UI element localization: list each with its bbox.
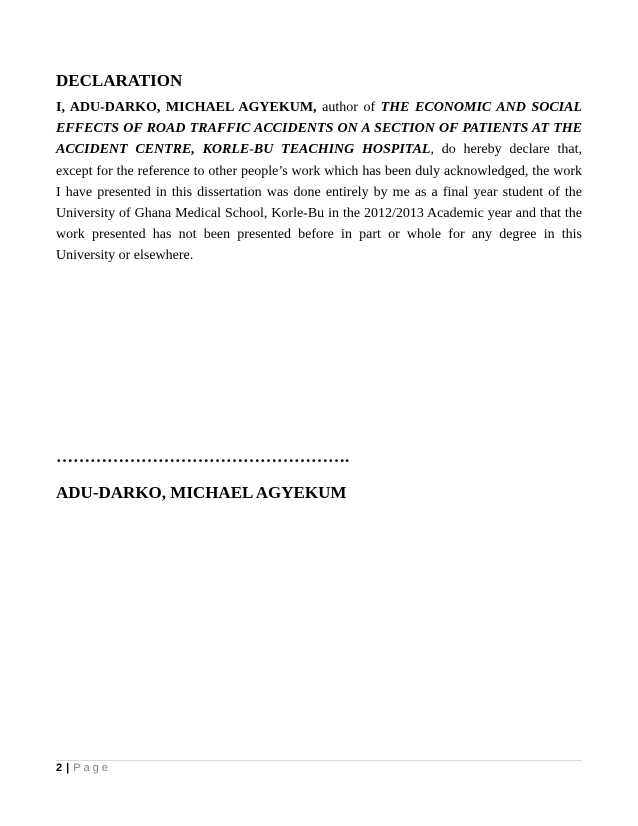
author-of-text: author of — [316, 100, 381, 115]
footer-divider — [56, 760, 582, 761]
signature-line: ……………………………………………. — [56, 447, 350, 466]
declaration-paragraph — [56, 97, 582, 267]
footer-separator: | — [66, 762, 70, 774]
signatory-name: ADU-DARKO, MICHAEL AGYEKUM — [56, 483, 347, 502]
page-footer — [56, 762, 111, 774]
declaration-statement: , do hereby declare that, except for the reference to other people’s work which has been duly acknowledged, the work I have presented in this dissertation was done entirely by me as a final year student of the University of Ghana Medical School, Korle-Bu in the 2012/2013 Academic year and that the work presented has not been presented before in part or whole for any degree in this University or elsewhere. — [56, 142, 582, 264]
page-label: Page — [73, 762, 111, 774]
thesis-title: THE ECONOMIC AND SOCIAL EFFECTS OF ROAD TRAFFIC ACCIDENTS ON A SECTION OF PATIENTS AT THE ACCIDENT CENTRE, KORLE-BU TEACHING HOSPITAL — [56, 100, 582, 158]
author-name-lead: I, ADU-DARKO, MICHAEL AGYEKUM, — [56, 100, 317, 115]
page-number: 2 — [56, 762, 63, 774]
declaration-heading: DECLARATION — [56, 71, 183, 90]
